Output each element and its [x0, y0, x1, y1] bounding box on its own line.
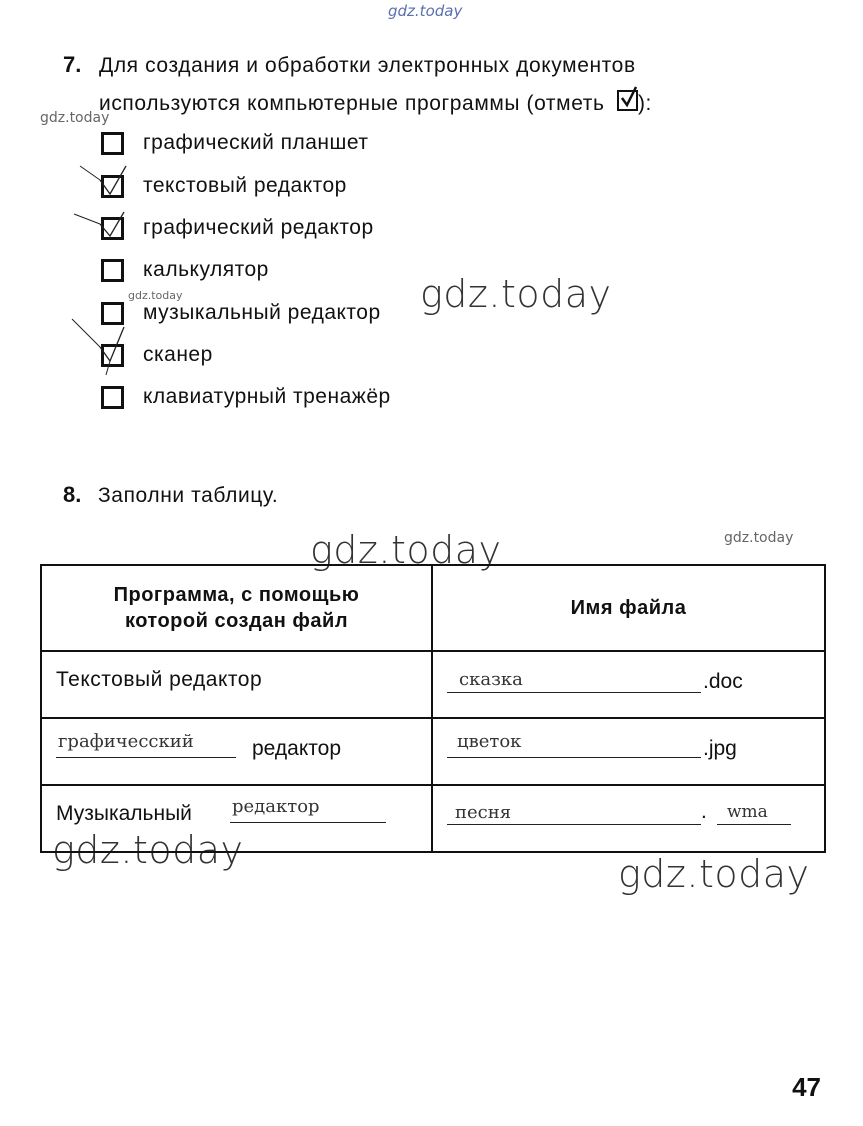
option-label: калькулятор [143, 258, 269, 281]
checkbox[interactable] [101, 302, 124, 325]
option-graphic-editor[interactable] [101, 213, 374, 243]
question-text-line2: используются компьютерные программы (отметь ): [99, 90, 652, 116]
checkbox-checked[interactable] [101, 175, 124, 198]
checkbox-checked[interactable] [101, 217, 124, 240]
table-row [41, 718, 825, 785]
checkmark-icon [98, 164, 138, 204]
option-label: клавиатурный тренажёр [143, 385, 391, 408]
handwritten-filename: песня [455, 802, 512, 823]
filename-cell[interactable] [432, 785, 825, 852]
watermark: gdz.today [420, 272, 612, 316]
option-label: графический планшет [143, 131, 369, 154]
watermark: gdz.today [618, 852, 810, 896]
filename-cell[interactable] [432, 651, 825, 718]
table-header-row [41, 565, 825, 651]
checkmark-icon [98, 206, 138, 246]
question-text: используются компьютерные программы (отметь [99, 92, 605, 115]
handwritten-program: редактор [232, 796, 320, 817]
table-header-program: Программа, с помощью которой создан файл [41, 565, 432, 651]
table-header-filename: Имя файла [432, 565, 825, 651]
answer-line [717, 824, 791, 825]
program-printed: редактор [252, 737, 341, 760]
watermark: gdz.today [40, 110, 110, 126]
question-text-line1: Для создания и обработки электронных документов [99, 54, 636, 77]
checkbox-checked[interactable] [101, 344, 124, 367]
checkbox[interactable] [101, 386, 124, 409]
handwritten-extension: wma [727, 802, 768, 822]
watermark: gdz.today [310, 528, 502, 572]
checkbox[interactable] [101, 259, 124, 282]
filename-cell[interactable] [432, 718, 825, 785]
option-label: текстовый редактор [143, 174, 347, 197]
answer-line [230, 822, 386, 823]
option-label: музыкальный редактор [143, 301, 381, 324]
option-text-editor[interactable] [101, 171, 347, 201]
question-number: 7. [63, 52, 82, 77]
answer-line [447, 692, 701, 693]
file-extension: . [701, 800, 707, 823]
option-music-editor[interactable] [101, 298, 381, 328]
option-scanner[interactable] [101, 340, 213, 370]
option-calculator[interactable] [101, 255, 269, 285]
program-printed: Музыкальный [56, 802, 192, 825]
program-printed: Текстовый редактор [56, 668, 263, 691]
option-label: сканер [143, 343, 213, 366]
watermark: gdz.today [128, 289, 183, 302]
option-keyboard-trainer[interactable] [101, 382, 391, 412]
table-row [41, 785, 825, 852]
checkbox[interactable] [101, 132, 124, 155]
table-row [41, 651, 825, 718]
page-number: 47 [792, 1072, 821, 1102]
program-cell [41, 651, 432, 718]
answer-line [56, 757, 236, 758]
answer-line [447, 824, 701, 825]
option-label: графический редактор [143, 216, 374, 239]
watermark: gdz.today [388, 2, 463, 20]
program-cell[interactable] [41, 785, 432, 852]
question-number: 8. [63, 482, 82, 507]
watermark: gdz.today [52, 828, 244, 872]
handwritten-program: графичесский [58, 731, 194, 752]
option-graphic-tablet[interactable] [101, 128, 368, 158]
handwritten-filename: сказка [459, 669, 523, 690]
file-extension: .jpg [703, 737, 737, 760]
question-text: Заполни таблицу. [98, 484, 279, 507]
answer-table [40, 564, 826, 853]
answer-line [447, 757, 701, 758]
checkmark-icon [98, 333, 138, 373]
watermark: gdz.today [724, 530, 794, 546]
program-cell[interactable] [41, 718, 432, 785]
checkbox-sample-icon [617, 90, 638, 111]
handwritten-filename: цветок [457, 731, 522, 752]
file-extension: .doc [703, 670, 743, 693]
